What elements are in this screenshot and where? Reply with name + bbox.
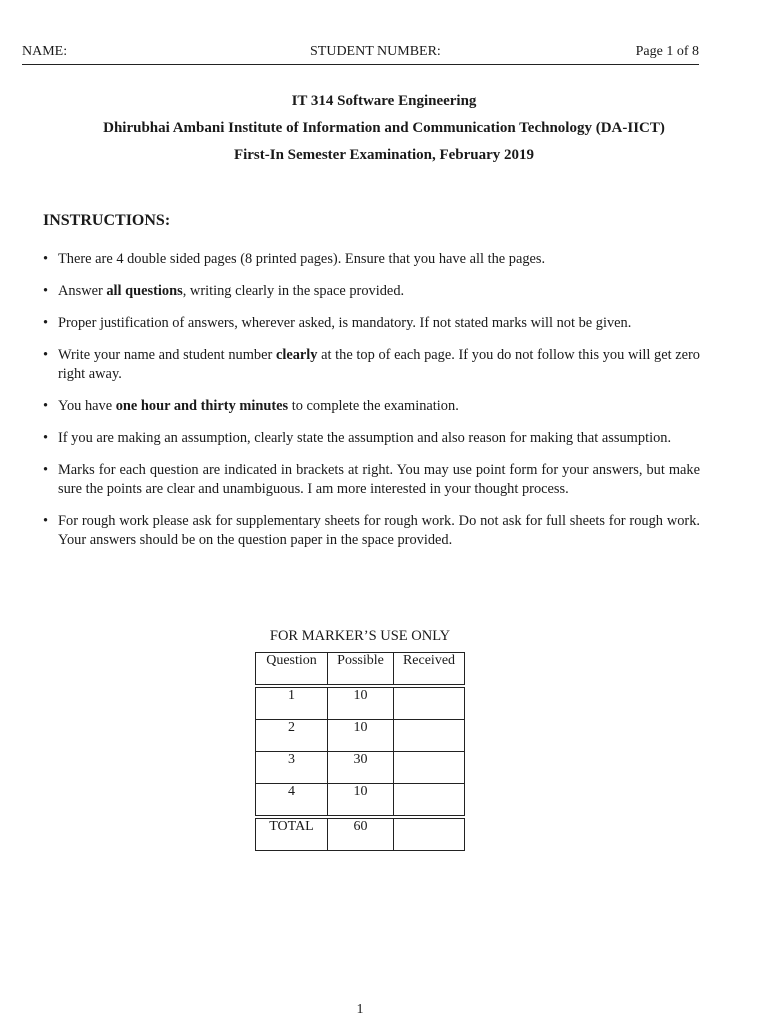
marker-table bbox=[255, 652, 465, 851]
course-title: IT 314 Software Engineering bbox=[291, 93, 477, 109]
possible-cell: 10 bbox=[328, 688, 394, 720]
instruction-text: , writing clearly in the space provided. bbox=[182, 283, 405, 299]
header-rule bbox=[22, 64, 699, 65]
instructions-list bbox=[43, 250, 700, 550]
received-cell[interactable] bbox=[394, 752, 465, 784]
instruction-text: at the top of each page. If you do not follow this you will get zero right away. bbox=[58, 347, 700, 382]
marker-caption: FOR MARKER’S USE ONLY bbox=[269, 628, 451, 644]
possible-cell: 60 bbox=[328, 819, 394, 851]
marker-table-header-row bbox=[256, 653, 465, 685]
instruction-text: Marks for each question are indicated in brackets at right. You may use point form for your answers, but make sure the points are clear and unambiguous. I am more interested in your thought process. bbox=[58, 462, 700, 497]
total-row bbox=[256, 819, 465, 851]
institute-name: Dhirubhai Ambani Institute of Information and Communication Technology (DA-IICT) bbox=[103, 120, 665, 136]
question-cell: 2 bbox=[256, 720, 328, 752]
instruction-item bbox=[43, 461, 700, 499]
page-indicator: Page 1 of 8 bbox=[635, 44, 699, 59]
instructions-heading: INSTRUCTIONS: bbox=[43, 212, 171, 229]
instruction-item bbox=[43, 429, 700, 448]
header-possible: Possible bbox=[328, 653, 394, 685]
instruction-text: For rough work please ask for supplementary sheets for rough work. Do not ask for full sheets for rough work. Your answers should be on the question paper in the space provided. bbox=[58, 513, 700, 548]
question-cell: 1 bbox=[256, 688, 328, 720]
table-row bbox=[256, 752, 465, 784]
question-cell: 4 bbox=[256, 784, 328, 816]
possible-cell: 30 bbox=[328, 752, 394, 784]
name-label: NAME: bbox=[22, 44, 68, 59]
instruction-item bbox=[43, 314, 700, 333]
table-row bbox=[256, 688, 465, 720]
received-cell[interactable] bbox=[394, 720, 465, 752]
page-header bbox=[22, 44, 699, 62]
question-cell: 3 bbox=[256, 752, 328, 784]
instruction-text: If you are making an assumption, clearly state the assumption and also reason for making that assumption. bbox=[58, 430, 672, 446]
received-cell[interactable] bbox=[394, 784, 465, 816]
instruction-item bbox=[43, 397, 700, 416]
question-cell: TOTAL bbox=[256, 819, 328, 851]
instruction-emphasis: all questions bbox=[106, 283, 183, 299]
received-cell[interactable] bbox=[394, 819, 465, 851]
table-row bbox=[256, 784, 465, 816]
student-number-label: STUDENT NUMBER: bbox=[310, 44, 441, 59]
instruction-text: Answer bbox=[58, 283, 107, 299]
possible-cell: 10 bbox=[328, 720, 394, 752]
received-cell[interactable] bbox=[394, 688, 465, 720]
instruction-emphasis: one hour and thirty minutes bbox=[115, 398, 289, 414]
header-question: Question bbox=[256, 653, 328, 685]
header-received: Received bbox=[394, 653, 465, 685]
instruction-text: Proper justification of answers, wherever asked, is mandatory. If not stated marks will not be given. bbox=[58, 315, 632, 331]
instruction-text: You have bbox=[58, 398, 116, 414]
instruction-item bbox=[43, 346, 700, 384]
instruction-item bbox=[43, 512, 700, 550]
table-row bbox=[256, 720, 465, 752]
page-number: 1 bbox=[356, 1002, 364, 1017]
instruction-text: There are 4 double sided pages (8 printed pages). Ensure that you have all the pages. bbox=[58, 251, 546, 267]
exam-title: First-In Semester Examination, February 2019 bbox=[233, 147, 535, 163]
instruction-emphasis: clearly bbox=[275, 347, 318, 363]
instruction-item bbox=[43, 282, 700, 301]
possible-cell: 10 bbox=[328, 784, 394, 816]
instruction-text: to complete the examination. bbox=[288, 398, 459, 414]
instruction-text: Write your name and student number bbox=[58, 347, 276, 363]
instruction-item bbox=[43, 250, 700, 269]
